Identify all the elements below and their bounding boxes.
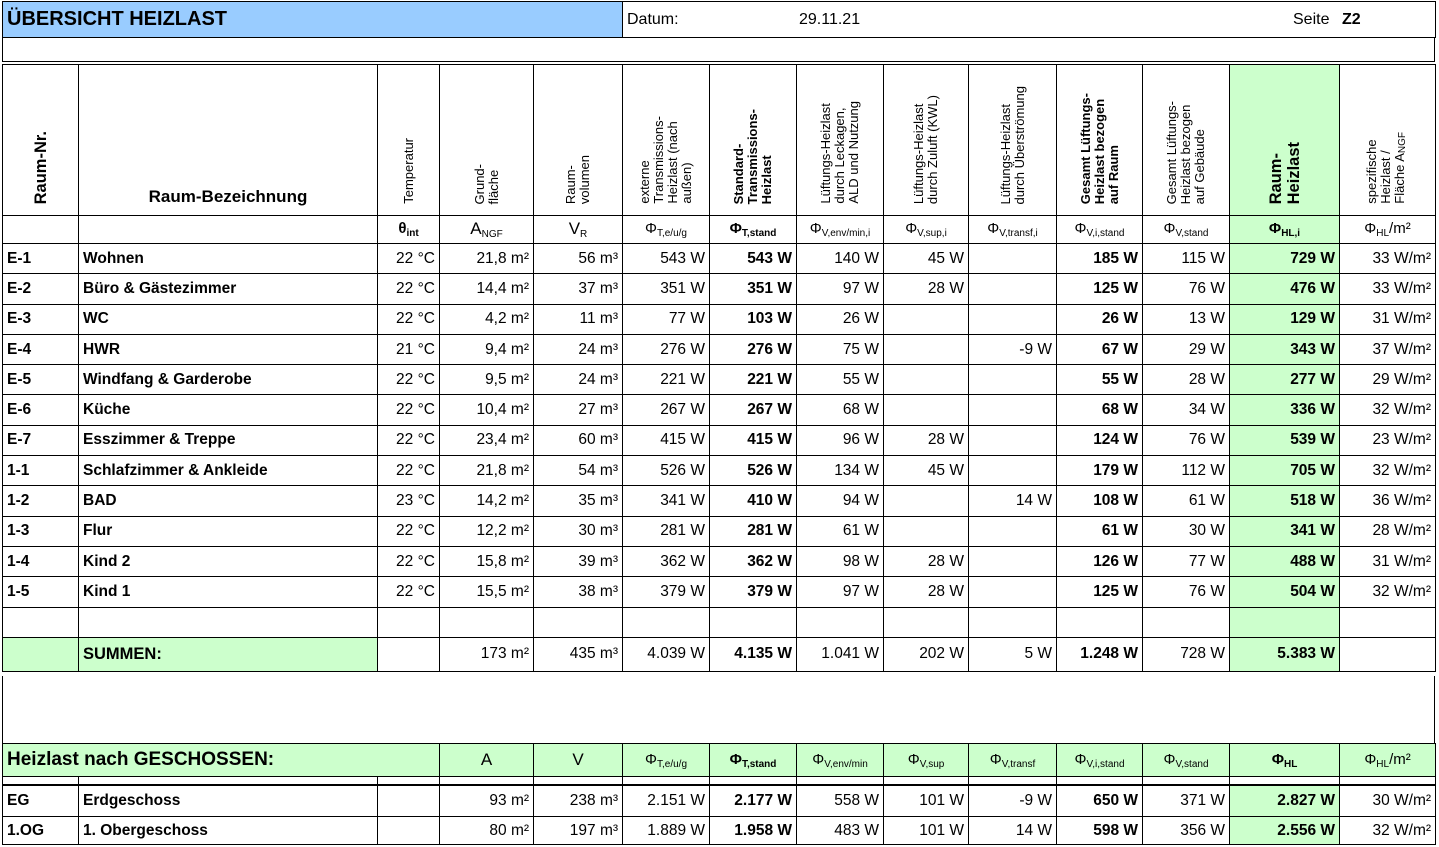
floor-phi-vis: 598 W — [1057, 817, 1143, 845]
room-area: 14,4 m² — [440, 274, 534, 304]
room-phi-ts: 543 W — [710, 244, 797, 274]
sym-phi-ts: $\Phi_{T,stand}$ — [710, 216, 797, 244]
room-phi-sup — [884, 365, 969, 395]
floor-h-v: V — [534, 744, 623, 777]
room-phi-te: 267 W — [623, 395, 710, 425]
floor-spez: 30 W/m² — [1340, 785, 1436, 817]
floor-phi-transf: -9 W — [969, 785, 1057, 817]
room-phi-env: 140 W — [797, 244, 884, 274]
room-phi-te: 341 W — [623, 486, 710, 516]
room-phi-vs: 28 W — [1143, 365, 1230, 395]
spacer-row — [2, 38, 1435, 62]
room-spez: 32 W/m² — [1340, 456, 1436, 486]
summen-area: 173 m² — [440, 637, 534, 671]
room-name: Kind 1 — [79, 577, 378, 607]
floor-phi-env: 483 W — [797, 817, 884, 845]
room-phi-transf — [969, 577, 1057, 607]
room-phi-sup: 28 W — [884, 274, 969, 304]
floor-phi-transf: 14 W — [969, 817, 1057, 845]
room-phi-vis: 61 W — [1057, 516, 1143, 546]
room-phi-te: 221 W — [623, 365, 710, 395]
summen-label: SUMMEN: — [79, 637, 378, 671]
sym-phi-sup: $\Phi_{V,sup,i}$ — [884, 216, 969, 244]
summen-ts: 4.135 W — [710, 637, 797, 671]
col-lueft-zuluft: Lüftungs-Heizlast durch Zuluft (KWL) — [884, 65, 969, 216]
room-phi-env: 61 W — [797, 516, 884, 546]
floor-phi-vis: 650 W — [1057, 785, 1143, 817]
room-phi-vs: 112 W — [1143, 456, 1230, 486]
room-temp: 22 °C — [378, 425, 440, 455]
floor-phi-sup: 101 W — [884, 817, 969, 845]
room-area: 23,4 m² — [440, 425, 534, 455]
room-phi-hl: 488 W — [1230, 546, 1340, 576]
room-temp: 22 °C — [378, 304, 440, 334]
room-temp: 23 °C — [378, 486, 440, 516]
room-nr: 1-4 — [3, 546, 79, 576]
room-temp: 22 °C — [378, 546, 440, 576]
room-vol: 60 m³ — [534, 425, 623, 455]
room-phi-ts: 276 W — [710, 334, 797, 364]
room-nr: E-7 — [3, 425, 79, 455]
room-temp: 22 °C — [378, 516, 440, 546]
room-name: Esszimmer & Treppe — [79, 425, 378, 455]
room-phi-vis: 124 W — [1057, 425, 1143, 455]
col-lueft-leck: Lüftungs-Heizlast durch Leckagen, ALD und Nutzung — [797, 65, 884, 216]
room-phi-vis: 126 W — [1057, 546, 1143, 576]
floor-name: Erdgeschoss — [79, 785, 378, 817]
col-raumvolumen: Raum- volumen — [534, 65, 623, 216]
floor-table — [2, 743, 1436, 845]
room-name: BAD — [79, 486, 378, 516]
summen-vis: 1.248 W — [1057, 637, 1143, 671]
room-phi-transf — [969, 516, 1057, 546]
room-area: 21,8 m² — [440, 244, 534, 274]
room-spez: 31 W/m² — [1340, 304, 1436, 334]
room-nr: 1-2 — [3, 486, 79, 516]
summen-row — [3, 637, 1436, 671]
room-phi-sup — [884, 334, 969, 364]
room-phi-env: 98 W — [797, 546, 884, 576]
room-phi-sup — [884, 304, 969, 334]
room-phi-vs: 13 W — [1143, 304, 1230, 334]
floor-phi-te: 2.151 W — [623, 785, 710, 817]
room-phi-sup: 45 W — [884, 456, 969, 486]
floor-name: 1. Obergeschoss — [79, 817, 378, 845]
sym-phi-te: $\Phi_{T,e/u/g}$ — [623, 216, 710, 244]
floor-area: 80 m² — [440, 817, 534, 845]
table-row — [3, 304, 1436, 334]
sym-phi-transf: $\Phi_{V,transf,i}$ — [969, 216, 1057, 244]
room-phi-ts: 281 W — [710, 516, 797, 546]
room-nr: E-6 — [3, 395, 79, 425]
sym-phi-env: $\Phi_{V,env/min,i}$ — [797, 216, 884, 244]
room-spez: 36 W/m² — [1340, 486, 1436, 516]
room-vol: 35 m³ — [534, 486, 623, 516]
col-ges-gebaeude: Gesamt Lüftungs- Heizlast bezogen auf Gebäude — [1143, 65, 1230, 216]
room-phi-sup: 45 W — [884, 244, 969, 274]
room-phi-env: 134 W — [797, 456, 884, 486]
room-phi-sup — [884, 486, 969, 516]
room-phi-env: 97 W — [797, 274, 884, 304]
room-temp: 21 °C — [378, 334, 440, 364]
room-vol: 38 m³ — [534, 577, 623, 607]
room-spez: 28 W/m² — [1340, 516, 1436, 546]
room-table — [2, 64, 1436, 672]
room-phi-hl: 729 W — [1230, 244, 1340, 274]
room-vol: 24 m³ — [534, 334, 623, 364]
room-phi-te: 351 W — [623, 274, 710, 304]
room-phi-transf — [969, 365, 1057, 395]
room-phi-hl: 129 W — [1230, 304, 1340, 334]
symbol-row — [3, 216, 1436, 244]
room-temp: 22 °C — [378, 395, 440, 425]
room-name: Büro & Gästezimmer — [79, 274, 378, 304]
room-phi-te: 543 W — [623, 244, 710, 274]
floor-phi-vs: 371 W — [1143, 785, 1230, 817]
room-area: 12,2 m² — [440, 516, 534, 546]
room-nr: E-1 — [3, 244, 79, 274]
floor-h-a: A — [440, 744, 534, 777]
room-phi-hl: 518 W — [1230, 486, 1340, 516]
room-phi-ts: 267 W — [710, 395, 797, 425]
room-temp: 22 °C — [378, 274, 440, 304]
room-phi-vs: 30 W — [1143, 516, 1230, 546]
room-phi-hl: 341 W — [1230, 516, 1340, 546]
floor-area: 93 m² — [440, 785, 534, 817]
col-raum-heizlast: Raum- Heizlast — [1230, 65, 1340, 216]
floor-phi-hl: 2.827 W — [1230, 785, 1340, 817]
table-row — [3, 395, 1436, 425]
room-area: 14,2 m² — [440, 486, 534, 516]
room-phi-hl: 476 W — [1230, 274, 1340, 304]
col-lueft-ueber: Lüftungs-Heizlast durch Überströmung — [969, 65, 1057, 216]
col-ges-raum: Gesamt Lüftungs- Heizlast bezogen auf Raum — [1057, 65, 1143, 216]
room-area: 9,4 m² — [440, 334, 534, 364]
room-phi-vis: 125 W — [1057, 577, 1143, 607]
room-name: Küche — [79, 395, 378, 425]
room-phi-te: 415 W — [623, 425, 710, 455]
room-nr: E-5 — [3, 365, 79, 395]
room-spez: 32 W/m² — [1340, 395, 1436, 425]
room-spez: 33 W/m² — [1340, 274, 1436, 304]
col-spez: spezifische Heizlast / Fläche $A_{NGF}$ — [1340, 65, 1436, 216]
room-phi-vs: 76 W — [1143, 577, 1230, 607]
room-nr: 1-1 — [3, 456, 79, 486]
table-row — [3, 334, 1436, 364]
room-name: Wohnen — [79, 244, 378, 274]
summen-vol: 435 m³ — [534, 637, 623, 671]
room-phi-te: 281 W — [623, 516, 710, 546]
room-vol: 27 m³ — [534, 395, 623, 425]
blank-area — [2, 676, 1435, 744]
floor-phi-te: 1.889 W — [623, 817, 710, 845]
floor-nr: 1.OG — [3, 817, 79, 845]
room-phi-vs: 76 W — [1143, 425, 1230, 455]
room-vol: 11 m³ — [534, 304, 623, 334]
room-phi-vis: 125 W — [1057, 274, 1143, 304]
floor-phi-vs: 356 W — [1143, 817, 1230, 845]
room-area: 9,5 m² — [440, 365, 534, 395]
room-phi-hl: 504 W — [1230, 577, 1340, 607]
room-temp: 22 °C — [378, 577, 440, 607]
room-phi-sup: 28 W — [884, 577, 969, 607]
room-phi-te: 526 W — [623, 456, 710, 486]
room-nr: E-3 — [3, 304, 79, 334]
room-phi-ts: 221 W — [710, 365, 797, 395]
room-area: 21,8 m² — [440, 456, 534, 486]
table-row — [3, 274, 1436, 304]
room-phi-vis: 55 W — [1057, 365, 1143, 395]
room-phi-te: 77 W — [623, 304, 710, 334]
header-table — [2, 1, 1436, 38]
room-name: HWR — [79, 334, 378, 364]
sym-a: $A_{NGF}$ — [440, 216, 534, 244]
room-phi-vs: 29 W — [1143, 334, 1230, 364]
floor-vol: 197 m³ — [534, 817, 623, 845]
room-phi-hl: 343 W — [1230, 334, 1340, 364]
room-phi-transf — [969, 244, 1057, 274]
room-name: Schlafzimmer & Ankleide — [79, 456, 378, 486]
room-phi-vis: 108 W — [1057, 486, 1143, 516]
room-temp: 22 °C — [378, 456, 440, 486]
room-phi-ts: 351 W — [710, 274, 797, 304]
room-phi-sup: 28 W — [884, 546, 969, 576]
room-spez: 23 W/m² — [1340, 425, 1436, 455]
table-row — [3, 456, 1436, 486]
room-phi-ts: 415 W — [710, 425, 797, 455]
room-phi-transf: 14 W — [969, 486, 1057, 516]
room-name: WC — [79, 304, 378, 334]
seite-label: Seite — [1293, 11, 1330, 28]
sym-phi-vis: $\Phi_{V,i,stand}$ — [1057, 216, 1143, 244]
room-phi-transf — [969, 395, 1057, 425]
room-temp: 22 °C — [378, 365, 440, 395]
room-vol: 39 m³ — [534, 546, 623, 576]
floor-phi-hl: 2.556 W — [1230, 817, 1340, 845]
floor-vol: 238 m³ — [534, 785, 623, 817]
room-phi-hl: 705 W — [1230, 456, 1340, 486]
room-phi-vs: 61 W — [1143, 486, 1230, 516]
col-grundflaeche: Grund- fläche — [440, 65, 534, 216]
floor-title: Heizlast nach GESCHOSSEN: — [3, 744, 440, 777]
room-vol: 56 m³ — [534, 244, 623, 274]
floor-phi-ts: 2.177 W — [710, 785, 797, 817]
room-phi-ts: 526 W — [710, 456, 797, 486]
floor-phi-ts: 1.958 W — [710, 817, 797, 845]
room-nr: 1-5 — [3, 577, 79, 607]
room-area: 15,5 m² — [440, 577, 534, 607]
room-phi-env: 68 W — [797, 395, 884, 425]
room-phi-te: 379 W — [623, 577, 710, 607]
floor-row — [3, 817, 1436, 845]
room-vol: 24 m³ — [534, 365, 623, 395]
room-phi-env: 55 W — [797, 365, 884, 395]
sym-v: $V_R$ — [534, 216, 623, 244]
room-phi-vis: 68 W — [1057, 395, 1143, 425]
table-row — [3, 365, 1436, 395]
floor-spez: 32 W/m² — [1340, 817, 1436, 845]
summen-sup: 202 W — [884, 637, 969, 671]
room-phi-transf: -9 W — [969, 334, 1057, 364]
room-nr: E-4 — [3, 334, 79, 364]
room-nr: E-2 — [3, 274, 79, 304]
room-phi-ts: 103 W — [710, 304, 797, 334]
room-phi-env: 75 W — [797, 334, 884, 364]
room-spez: 33 W/m² — [1340, 244, 1436, 274]
room-name: Kind 2 — [79, 546, 378, 576]
room-phi-vis: 185 W — [1057, 244, 1143, 274]
col-raum-bezeichnung: Raum-Bezeichnung — [79, 65, 378, 216]
room-nr: 1-3 — [3, 516, 79, 546]
floor-gap-row — [3, 777, 1436, 785]
room-phi-vis: 179 W — [1057, 456, 1143, 486]
summen-env: 1.041 W — [797, 637, 884, 671]
floor-nr: EG — [3, 785, 79, 817]
room-phi-hl: 539 W — [1230, 425, 1340, 455]
table-row — [3, 516, 1436, 546]
room-name: Windfang & Garderobe — [79, 365, 378, 395]
summen-hl: 5.383 W — [1230, 637, 1340, 671]
summen-transf: 5 W — [969, 637, 1057, 671]
room-phi-hl: 277 W — [1230, 365, 1340, 395]
room-vol: 30 m³ — [534, 516, 623, 546]
room-phi-sup — [884, 395, 969, 425]
datum-value: 29.11.21 — [799, 11, 861, 28]
room-phi-transf — [969, 546, 1057, 576]
room-phi-vis: 67 W — [1057, 334, 1143, 364]
column-header-row — [3, 65, 1436, 216]
room-phi-transf — [969, 304, 1057, 334]
room-phi-env: 97 W — [797, 577, 884, 607]
room-phi-vs: 115 W — [1143, 244, 1230, 274]
table-row — [3, 425, 1436, 455]
room-phi-env: 94 W — [797, 486, 884, 516]
floor-row — [3, 785, 1436, 817]
floor-phi-env: 558 W — [797, 785, 884, 817]
floor-header-row: Heizlast nach GESCHOSSEN: A V $\Phi_{T,e/u/g}$ $\Phi_{T,stand}$ $\Phi_{V,env/min}$ $\Phi_{V,sup}$ $\Phi_{V,transf}$ $\Phi_{V,i,stand}$ $\Phi_{V,stand}$ $\Phi_{HL}$ $\Phi_{HL}/m^2$ — [3, 744, 1436, 777]
room-phi-ts: 410 W — [710, 486, 797, 516]
room-phi-transf — [969, 456, 1057, 486]
datum-label: Datum: — [627, 11, 679, 28]
table-row — [3, 577, 1436, 607]
sym-theta: $\theta_{int}$ — [378, 216, 440, 244]
room-phi-te: 362 W — [623, 546, 710, 576]
room-spez: 32 W/m² — [1340, 577, 1436, 607]
room-phi-hl: 336 W — [1230, 395, 1340, 425]
page-title: ÜBERSICHT HEIZLAST — [3, 2, 623, 38]
seite-value: Z2 — [1342, 11, 1361, 28]
room-area: 10,4 m² — [440, 395, 534, 425]
room-phi-transf — [969, 274, 1057, 304]
room-phi-vs: 34 W — [1143, 395, 1230, 425]
room-phi-sup — [884, 516, 969, 546]
table-row — [3, 486, 1436, 516]
col-raum-nr: Raum-Nr. — [3, 65, 79, 216]
sym-phi-hl: $\Phi_{HL,i}$ — [1230, 216, 1340, 244]
room-spez: 29 W/m² — [1340, 365, 1436, 395]
room-phi-transf — [969, 425, 1057, 455]
table-row — [3, 546, 1436, 576]
room-vol: 54 m³ — [534, 456, 623, 486]
room-spez: 31 W/m² — [1340, 546, 1436, 576]
summen-te: 4.039 W — [623, 637, 710, 671]
room-phi-sup: 28 W — [884, 425, 969, 455]
col-temperatur: Temperatur — [378, 65, 440, 216]
room-name: Flur — [79, 516, 378, 546]
sym-phi-vs: $\Phi_{V,stand}$ — [1143, 216, 1230, 244]
room-vol: 37 m³ — [534, 274, 623, 304]
empty-row — [3, 607, 1436, 637]
col-ext-trans: externe Transmissions- Heizlast (nach außen) — [623, 65, 710, 216]
room-phi-ts: 362 W — [710, 546, 797, 576]
room-area: 15,8 m² — [440, 546, 534, 576]
header-meta — [623, 2, 1436, 38]
col-std-trans: Standard- Transmissions- Heizlast — [710, 65, 797, 216]
room-spez: 37 W/m² — [1340, 334, 1436, 364]
table-row — [3, 244, 1436, 274]
room-temp: 22 °C — [378, 244, 440, 274]
room-area: 4,2 m² — [440, 304, 534, 334]
room-phi-vs: 76 W — [1143, 274, 1230, 304]
room-phi-vis: 26 W — [1057, 304, 1143, 334]
room-phi-ts: 379 W — [710, 577, 797, 607]
summen-vs: 728 W — [1143, 637, 1230, 671]
room-phi-env: 96 W — [797, 425, 884, 455]
sym-phi-spez: $\Phi_{HL}/m^2$ — [1340, 216, 1436, 244]
room-phi-env: 26 W — [797, 304, 884, 334]
room-phi-vs: 77 W — [1143, 546, 1230, 576]
room-phi-te: 276 W — [623, 334, 710, 364]
floor-phi-sup: 101 W — [884, 785, 969, 817]
